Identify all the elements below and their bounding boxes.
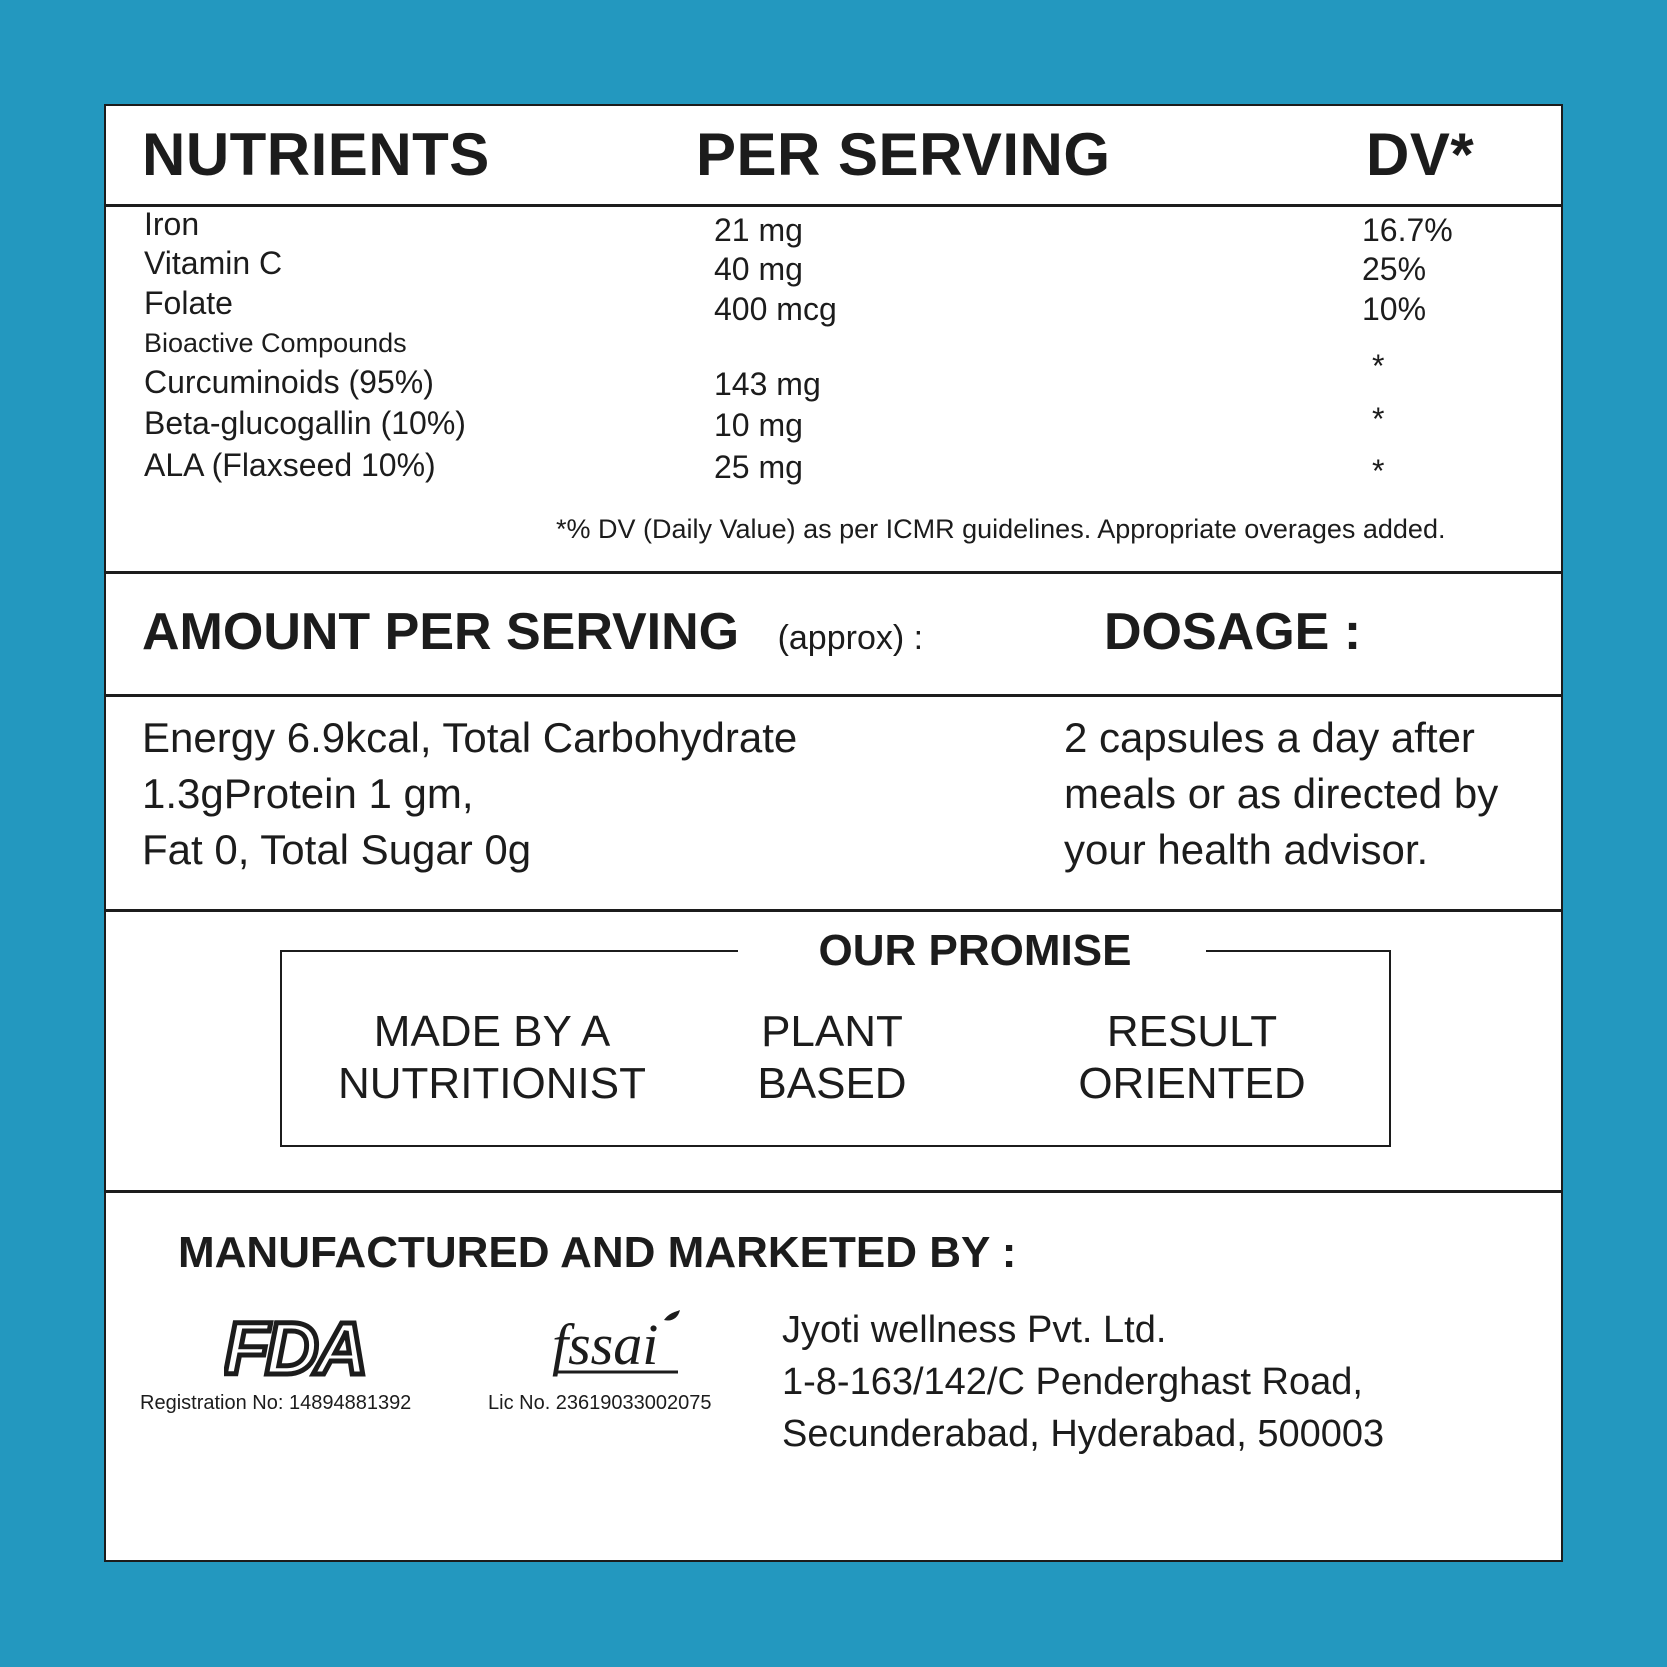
dosage-line: meals or as directed by	[1064, 770, 1499, 817]
amount-line: Fat 0, Total Sugar 0g	[142, 826, 532, 873]
fssai-leaf-icon	[664, 1310, 680, 1321]
fda-logo-icon	[224, 1312, 384, 1382]
nutrient-dv: *	[1372, 401, 1385, 437]
nutrient-dv: *	[1372, 453, 1385, 489]
fda-logo	[224, 1312, 384, 1387]
amount-line: 1.3gProtein 1 gm,	[142, 770, 474, 817]
dosage-details	[1064, 710, 1498, 878]
promise-line: NUTRITIONIST	[338, 1059, 646, 1108]
fssai-license: Lic No. 23619033002075	[488, 1392, 712, 1414]
promise-item-result-oriented	[1042, 1006, 1342, 1110]
header-divider	[106, 204, 1561, 207]
dv-header: DV*	[1366, 121, 1475, 188]
address-line: Jyoti wellness Pvt. Ltd.	[782, 1309, 1167, 1351]
bioactive-subheading: Bioactive Compounds	[144, 328, 407, 358]
section-divider	[106, 909, 1561, 912]
nutrient-name: Iron	[144, 206, 200, 242]
fssai-logo-icon	[546, 1306, 686, 1386]
nutrient-name: ALA (Flaxseed 10%)	[144, 447, 436, 483]
nutrient-amount: 400 mcg	[714, 291, 837, 327]
promise-line: BASED	[757, 1059, 907, 1108]
promise-title: OUR PROMISE	[818, 926, 1132, 975]
manufacturer-title: MANUFACTURED AND MARKETED BY :	[178, 1228, 1017, 1277]
dosage-title: DOSAGE :	[1104, 603, 1362, 661]
amount-qualifier: (approx) :	[777, 619, 924, 657]
nutrient-name: Beta-glucogallin (10%)	[144, 405, 466, 441]
amount-title: AMOUNT PER SERVING	[142, 603, 740, 661]
promise-item-nutritionist	[322, 1006, 662, 1110]
nutrient-dv: *	[1372, 348, 1385, 384]
section-divider	[106, 694, 1561, 697]
nutrient-dv: 10%	[1362, 291, 1427, 327]
fda-logo-text: FDA	[224, 1312, 365, 1382]
address-line: 1-8-163/142/C Penderghast Road,	[782, 1361, 1363, 1403]
nutrient-amount: 25 mg	[714, 449, 803, 485]
nutrient-amount: 10 mg	[714, 407, 803, 443]
nutrient-amount: 143 mg	[714, 366, 821, 402]
promise-box	[280, 926, 1391, 1147]
nutrition-label-panel	[104, 104, 1563, 1562]
promise-line: PLANT	[761, 1007, 903, 1056]
section-divider	[106, 1190, 1561, 1193]
promise-item-plant-based	[702, 1006, 962, 1110]
amount-details	[142, 710, 797, 878]
promise-line: RESULT	[1106, 1007, 1278, 1056]
dosage-line: your health advisor.	[1064, 826, 1429, 873]
amount-line: Energy 6.9kcal, Total Carbohydrate	[142, 714, 798, 761]
promise-line: ORIENTED	[1078, 1059, 1306, 1108]
fssai-logo	[546, 1306, 686, 1391]
dosage-line: 2 capsules a day after	[1064, 714, 1475, 761]
per-serving-header: PER SERVING	[696, 121, 1111, 188]
fda-registration: Registration No: 14894881392	[140, 1392, 412, 1414]
dv-footnote: *% DV (Daily Value) as per ICMR guidelines. Appropriate overages added.	[556, 514, 1446, 544]
nutrient-name: Folate	[144, 285, 233, 321]
nutrient-dv: 16.7%	[1362, 212, 1453, 248]
nutrient-name: Curcuminoids (95%)	[144, 364, 434, 400]
nutrient-amount: 40 mg	[714, 251, 803, 287]
promise-line: MADE BY A	[373, 1007, 611, 1056]
nutrient-name: Vitamin C	[144, 245, 283, 281]
nutrient-amount: 21 mg	[714, 212, 803, 248]
amount-title-group	[142, 602, 923, 662]
nutrients-header: NUTRIENTS	[142, 121, 490, 188]
nutrient-dv: 25%	[1362, 251, 1427, 287]
section-divider	[106, 571, 1561, 574]
address-line: Secunderabad, Hyderabad, 500003	[782, 1413, 1385, 1455]
manufacturer-address	[782, 1304, 1384, 1460]
fssai-logo-text: fssai	[552, 1312, 659, 1377]
